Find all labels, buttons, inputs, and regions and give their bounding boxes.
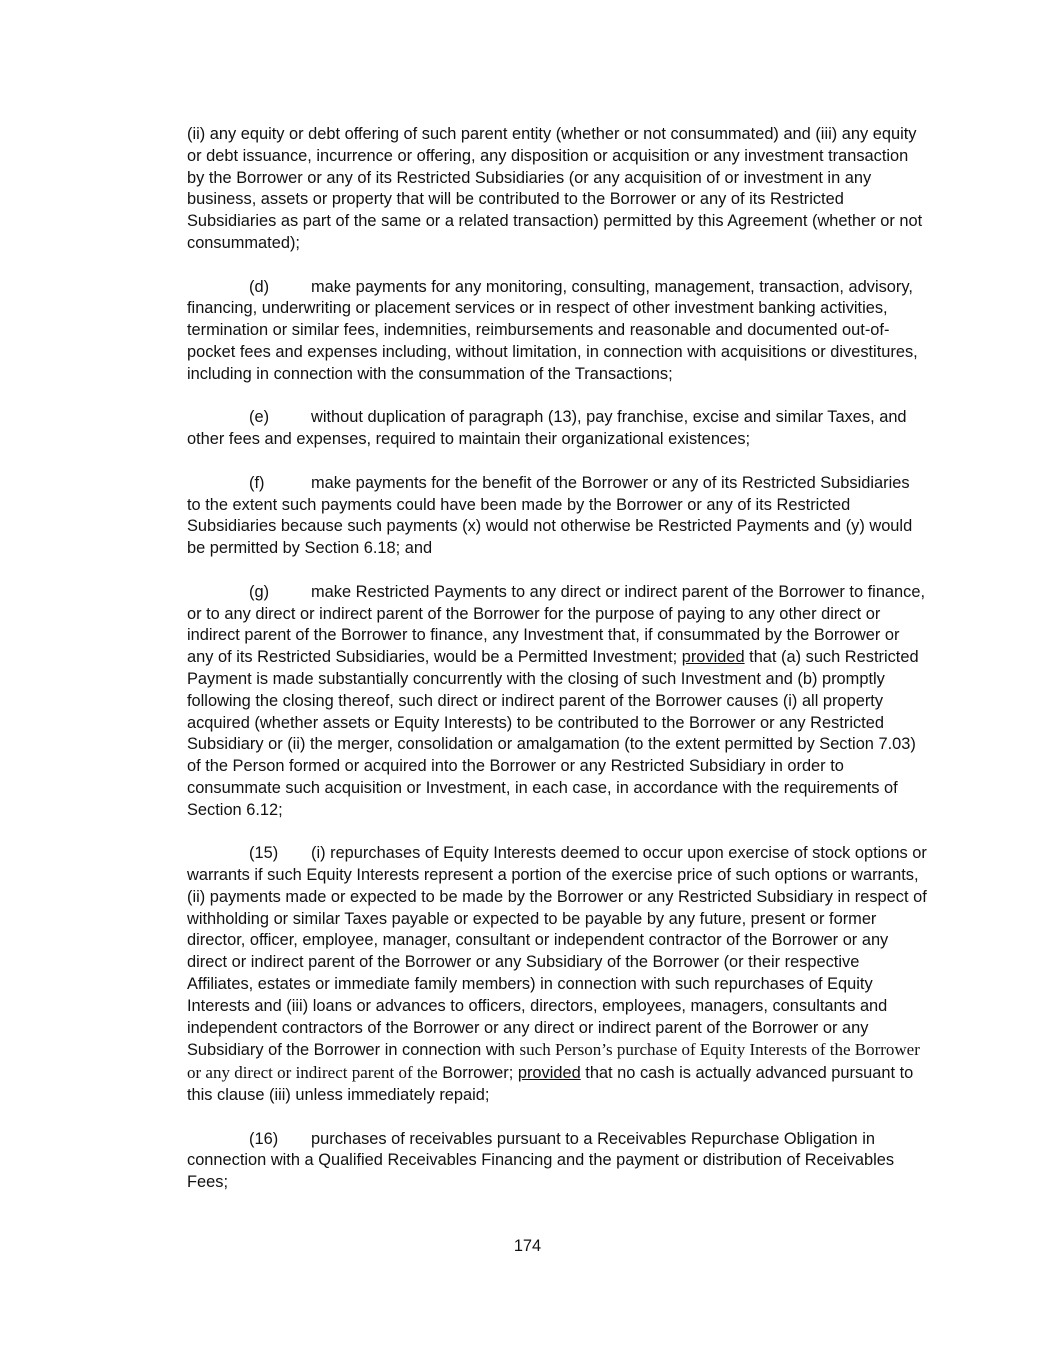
- paragraph-g: [187, 582, 927, 822]
- paragraph-label: (g): [249, 582, 270, 601]
- paragraph-text: make Restricted Payments to any direct or indirect parent of the Borrower to finance, or to any direct or indirect parent of the Borrower for the purpose of paying to any other direct or indirect parent of the Borrower to finance, any Investment that, if consummated by the Borrower or any of its Restricted Subsidiaries, would be a Permitted Investment;: [187, 582, 926, 667]
- paragraph-label: (15): [249, 844, 279, 863]
- paragraph-text: (i) repurchases of Equity Interests deemed to occur upon exercise of stock options or warrants if such Equity Interests represent a portion of the exercise price of such options or warrants, (ii) payments made or expected to be made by the Borrower or any Restricted Subsidiary in respect of withholding or similar Taxes payable or expected to be payable by any future, present or former director, officer, employee, manager, consultant or independent contractor of the Borrower or any direct or indirect parent of the Borrower or any Subsidiary of the Borrower (or their respective Affiliates, estates or immediate family members) in connection with such repurchases of Equity Interests and (iii) loans or advances to officers, directors, employees, managers, consultants and independent contractors of the Borrower or any direct or indirect parent of the Borrower or any Subsidiary of the Borrower in connection with: [187, 844, 927, 1060]
- paragraph-d: [187, 277, 927, 386]
- paragraph-text: make payments for any monitoring, consulting, management, transaction, advisory, financing, underwriting or placement services or in respect of other investment banking activities, termination or similar fees, indemnities, reimbursements and reasonable and documented out-of-pocket fees and expenses including, without limitation, in connection with acquisitions or divestitures, including in connection with the consummation of the Transactions;: [187, 277, 918, 383]
- paragraph-15: [187, 843, 927, 1107]
- paragraph-label: (d): [249, 277, 270, 296]
- paragraph-text: without duplication of paragraph (13), pay franchise, excise and similar Taxes, and other fees and expenses, required to maintain their organizational existences;: [187, 408, 907, 449]
- paragraph-text: make payments for the benefit of the Borrower or any of its Restricted Subsidiaries to the extent such payments could have been made by the Borrower or any of its Restricted Subsidiaries because such payments (x) would not otherwise be Restricted Payments and (y) would be permitted by Section 6.18; and: [187, 473, 913, 558]
- paragraph-text-serif: such Person’s purchase of Equity Interests of the Borrower or any direct or indirect parent of the: [187, 1040, 920, 1083]
- paragraph-f: [187, 473, 927, 560]
- provided-term: provided: [517, 1064, 581, 1083]
- document-body: [187, 124, 927, 1216]
- provided-term: provided: [681, 648, 745, 667]
- paragraph-text: that (a) such Restricted Payment is made substantially concurrently with the closing of such Investment and (b) promptly following the closing thereof, such direct or indirect parent of the Borrower causes (i) all property acquired (whether assets or Equity Interests) to be contributed to the Borrower or any Restricted Subsidiary or (ii) the merger, consolidation or amalgamation (to the extent permitted by Section 7.03) of the Person formed or acquired into the Borrower or any Restricted Subsidiary in order to consummate such acquisition or Investment, in each case, in accordance with the requirements of Section 6.12;: [187, 648, 919, 819]
- page-number: 174: [513, 1237, 542, 1255]
- paragraph-text: that no cash is actually advanced pursuant to this clause (iii) unless immediately repaid;: [187, 1064, 914, 1105]
- paragraph-16: [187, 1129, 927, 1194]
- paragraph-label: (16): [249, 1129, 279, 1148]
- paragraph-text: purchases of receivables pursuant to a Receivables Repurchase Obligation in connection with a Qualified Receivables Financing and the payment or distribution of Receivables Fees;: [187, 1129, 895, 1192]
- paragraph-text: (ii) any equity or debt offering of such parent entity (whether or not consummated) and (iii) any equity or debt issuance, incurrence or offering, any disposition or acquisition or any investment transaction by the Borrower or any of its Restricted Subsidiaries (or any acquisition of or investment in any business, assets or property that will be contributed to the Borrower or any of its Restricted Subsidiaries as part of the same or a related transaction) permitted by this Agreement (whether or not consummated);: [187, 125, 923, 252]
- paragraph-text: Borrower;: [442, 1064, 514, 1083]
- paragraph-e: [187, 407, 927, 451]
- paragraph-label: (f): [249, 473, 265, 492]
- paragraph-label: (e): [249, 408, 270, 427]
- paragraph-continuation: [187, 124, 927, 255]
